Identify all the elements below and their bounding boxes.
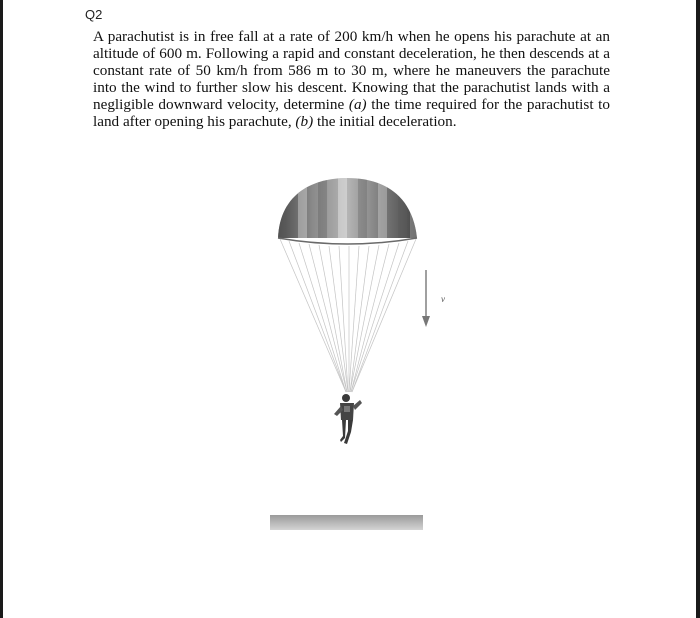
- parachute-illustration: [260, 170, 460, 540]
- left-border: [0, 0, 3, 618]
- part-b-marker: (b): [295, 113, 314, 130]
- problem-statement: [93, 28, 610, 130]
- suspension-lines: [280, 239, 416, 392]
- ground-strip: [270, 515, 423, 530]
- problem-text-1: A parachutist is in free fall at a rate of 200 km/h when he opens his parachute at an altitude of 600 m. Following a rapid and constant deceleration, he then descends at a constant rate of 50 km/h from 586 m to 30 m, where he maneuvers the parachute into the wind to further slow his descent. Knowing that the parachutist lands with a negligible downward velocity, determine: [93, 28, 610, 113]
- parachutist-figure: [260, 170, 460, 540]
- canopy: [278, 170, 419, 244]
- problem-text-3: the initial deceleration.: [313, 113, 457, 130]
- parachutist: [334, 394, 362, 444]
- velocity-label: v: [441, 294, 445, 304]
- problem-text-2: the time required for the parachutist to land after opening his parachute,: [93, 96, 610, 130]
- part-a-marker: (a): [348, 96, 367, 113]
- right-border: [696, 0, 700, 618]
- question-label: Q2: [85, 7, 103, 22]
- velocity-arrow: [422, 270, 430, 327]
